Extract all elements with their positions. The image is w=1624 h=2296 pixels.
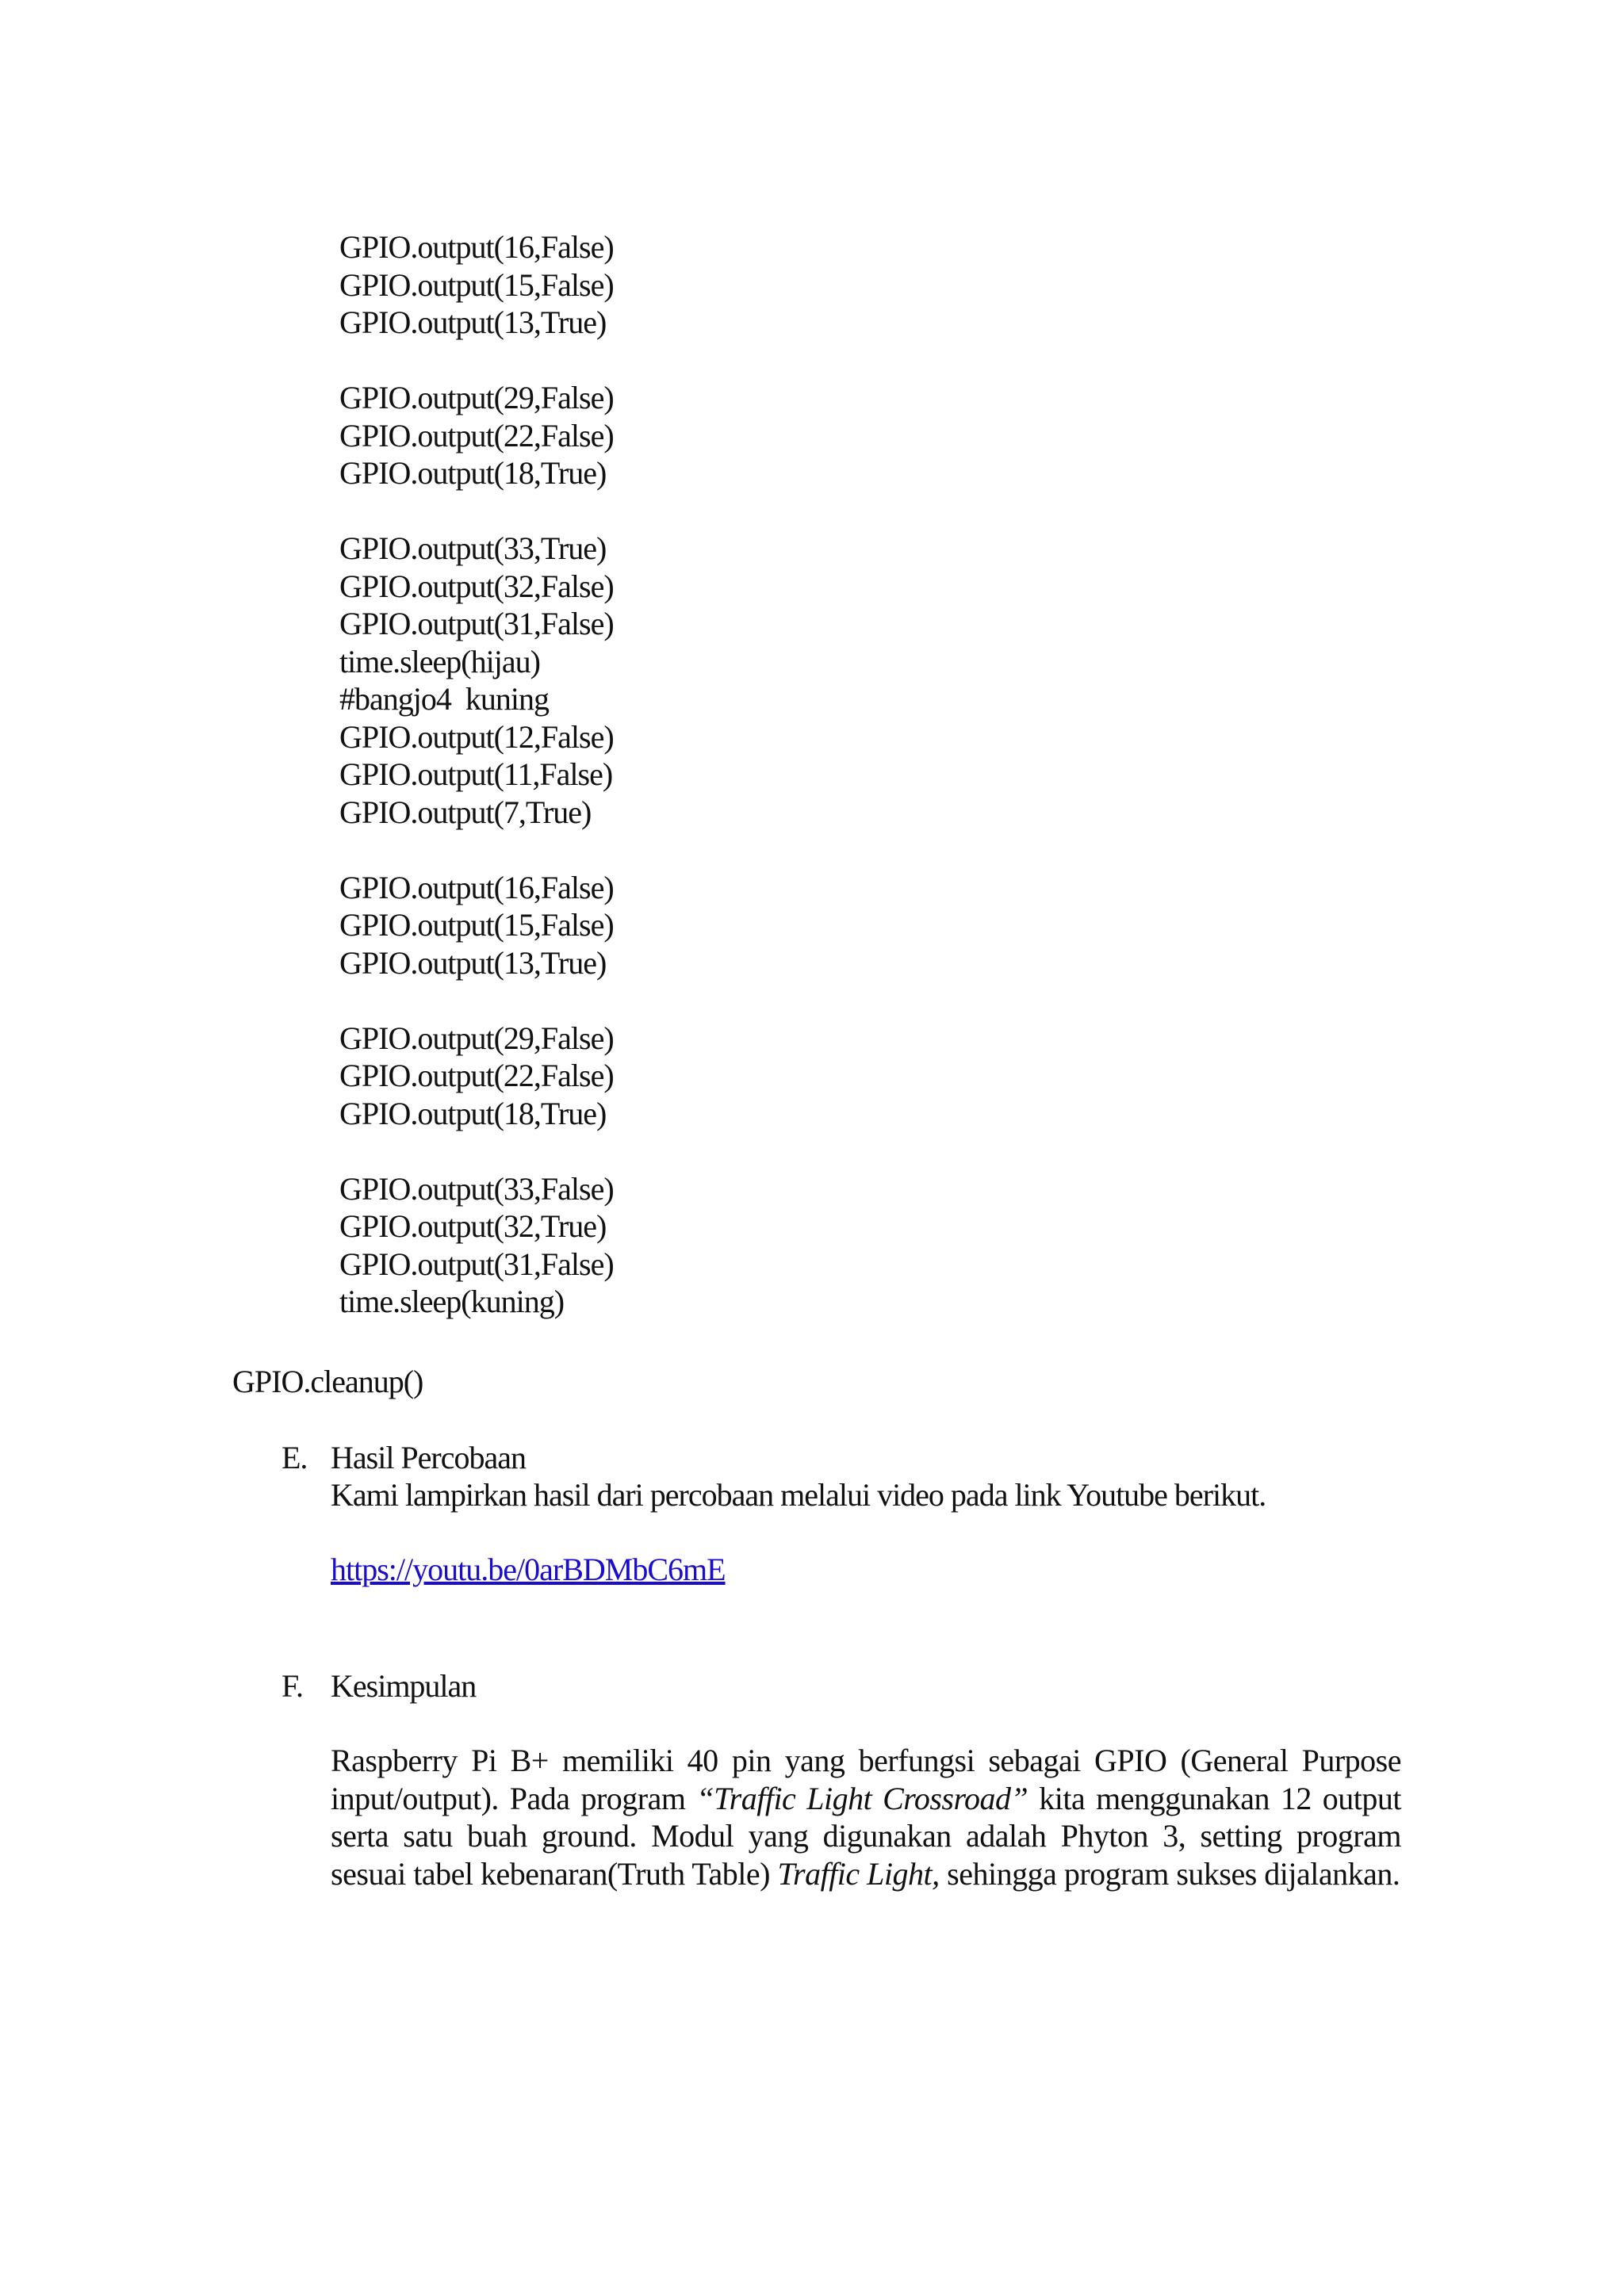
code-blank-line: [339, 492, 1053, 530]
code-blank-line: [339, 831, 1053, 869]
code-cleanup-line: GPIO.cleanup(): [232, 1364, 423, 1399]
code-line: GPIO.output(31,False): [339, 606, 614, 641]
code-line: GPIO.output(33,True): [339, 530, 607, 566]
section-letter: E.: [282, 1440, 308, 1475]
section-title: Kesimpulan: [331, 1668, 477, 1704]
code-line: GPIO.output(29,False): [339, 380, 614, 415]
code-line: GPIO.output(31,False): [339, 1246, 614, 1282]
section-hasil-percobaan: [282, 1439, 1408, 1588]
code-line: GPIO.output(33,False): [339, 1170, 614, 1207]
conclusion-paragraph: [331, 1742, 1401, 1892]
code-line: time.sleep(hijau): [339, 643, 540, 679]
section-heading: [282, 1439, 1408, 1476]
youtube-link[interactable]: https://youtu.be/0arBDMbC6mE: [331, 1552, 726, 1587]
code-line: GPIO.output(11,False): [339, 756, 613, 792]
paragraph-text: kita menggunakan 12 output serta satu buah ground. Modul yang digunakan adalah Phyton 3, setting program sesuai tabel kebenaran(Truth Table): [331, 1780, 1401, 1892]
code-line: GPIO.output(7,True): [339, 794, 592, 830]
section-heading: [282, 1667, 1408, 1705]
code-line: GPIO.output(18,True): [339, 1095, 607, 1131]
code-line: GPIO.output(32,False): [339, 568, 614, 604]
code-line: GPIO.output(15,False): [339, 266, 614, 303]
code-line: GPIO.output(22,False): [339, 417, 614, 453]
code-blank-line: [339, 342, 1053, 380]
code-line: GPIO.output(32,True): [339, 1208, 607, 1244]
code-line: GPIO.output(29,False): [339, 1020, 614, 1056]
code-line: GPIO.output(13,True): [339, 944, 607, 981]
code-line: time.sleep(kuning): [339, 1284, 565, 1319]
section-text: Kami lampirkan hasil dari percobaan melalui video pada link Youtube berikut.: [331, 1477, 1266, 1513]
code-line: GPIO.output(18,True): [339, 455, 607, 491]
section-letter: F.: [282, 1668, 304, 1704]
paragraph-text: sehingga program sukses dijalankan.: [939, 1855, 1400, 1892]
code-listing: [339, 228, 1053, 1321]
code-line: GPIO.output(22,False): [339, 1058, 614, 1093]
code-line: GPIO.output(16,False): [339, 229, 614, 265]
code-comment: #bangjo4 kuning: [339, 681, 549, 717]
code-blank-line: [339, 1132, 1053, 1170]
code-line: GPIO.output(13,True): [339, 304, 607, 340]
paragraph-text: Raspberry Pi B+ memiliki 40 pin yang berfungsi sebagai GPIO (General Purpose input/output). Pada program: [331, 1743, 1401, 1816]
paragraph-italic-title: “Traffic Light Crossroad”: [696, 1780, 1028, 1816]
code-line: GPIO.output(12,False): [339, 718, 614, 755]
section-title: Hasil Percobaan: [331, 1440, 527, 1475]
section-kesimpulan: [282, 1667, 1408, 1892]
code-line: GPIO.output(16,False): [339, 869, 614, 905]
paragraph-italic-term: Traffic Light,: [777, 1855, 940, 1892]
code-blank-line: [339, 982, 1053, 1020]
code-line: GPIO.output(15,False): [339, 907, 614, 943]
